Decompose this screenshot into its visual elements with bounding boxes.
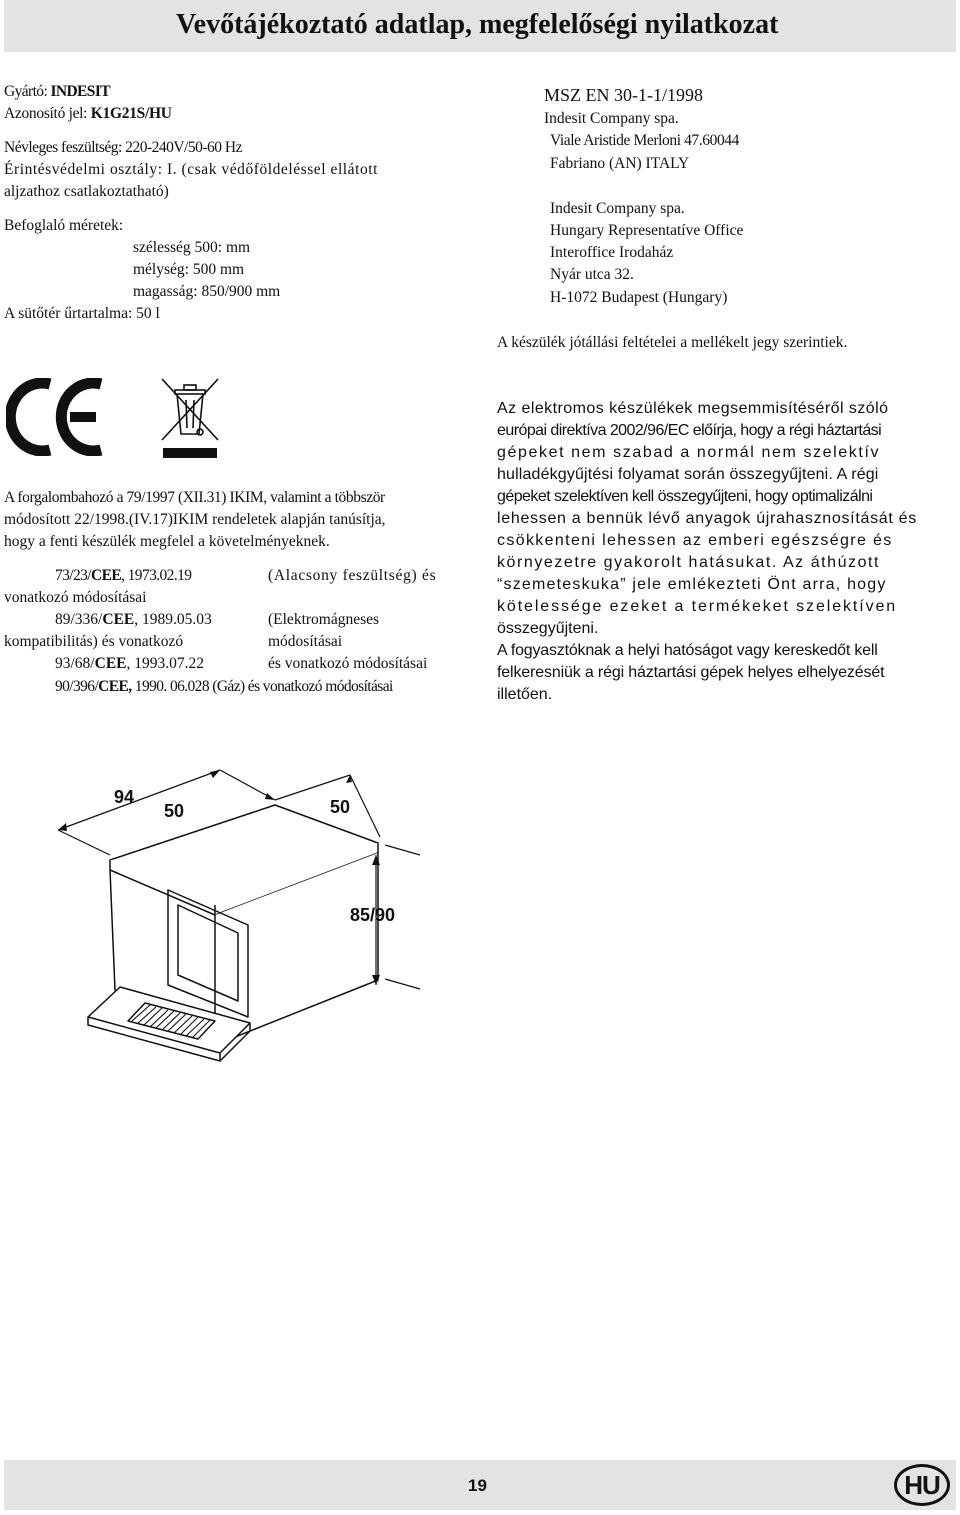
office-city: H-1072 Budapest (Hungary): [550, 289, 728, 306]
manufacturer-line: [4, 81, 110, 103]
weee-line: összegyűjteni.: [497, 620, 599, 637]
directive-1-cont: vonatkozó módosításai: [4, 589, 147, 606]
id-line: [4, 103, 172, 125]
directive-1: 73/23/CEE, 1973.02.19: [55, 567, 192, 584]
conformity-line-3: hogy a fenti készülék megfelel a követelményeknek.: [4, 533, 330, 550]
weee-line: “szemeteskuka” jele emlékezteti Önt arra, hogy: [497, 576, 887, 593]
weee-line: európai direktíva 2002/96/EC előírja, hogy a régi háztartási: [497, 422, 882, 439]
representative-office: Hungary Representatíve Office: [550, 222, 744, 239]
directive-2: 89/336/CEE, 1989.05.03: [55, 611, 212, 628]
protection-line-2: aljzathoz csatlakoztatható): [4, 183, 169, 200]
conformity-line-1: A forgalombahozó a 79/1997 (XII.31) IKIM, valamint a többször: [4, 489, 385, 506]
weee-line: környezetre gyakorolt hatásukat. Az áthúzott: [497, 554, 881, 571]
warranty-note: A készülék jótállási feltételei a mellékelt jegy szerintiek.: [497, 334, 848, 351]
language-badge: HU: [894, 1464, 950, 1506]
dimensions-label: Befoglaló méretek:: [4, 217, 124, 234]
company-city-1: Fabriano (AN) ITALY: [550, 155, 690, 172]
weee-line: hulladékgyűjtési folyamat során összegyűjteni. A régi: [497, 466, 879, 483]
directive-2-cont-b: módosításai: [268, 633, 343, 650]
weee-line: illetően.: [497, 686, 553, 703]
oven-volume: A sütőtér űrtartalma: 50 l: [4, 305, 160, 322]
header-bar: [4, 0, 956, 52]
company-name-2: Indesit Company spa.: [550, 200, 685, 217]
conformity-line-2: módosított 22/1998.(IV.17)IKIM rendeletek alapján tanúsítja,: [4, 511, 386, 528]
weee-line: Az elektromos készülékek megsemmisítéséről szóló: [497, 400, 889, 417]
manufacturer-label: Gyártó:: [4, 83, 51, 100]
page-title: Vevőtájékoztató adatlap, megfelelőségi nyilatkozat: [176, 9, 779, 40]
voltage-line: Névleges feszültség: 220-240V/50-60 Hz: [4, 139, 242, 156]
id-label: Azonosító jel:: [4, 105, 91, 122]
weee-line: felkeresniük a régi háztartási gépek helyes elhelyezését: [497, 664, 885, 681]
dimension-label-50-depth: 50: [164, 801, 185, 821]
weee-line: gépeket nem szabad a normál nem szelektív: [497, 444, 881, 461]
office-street: Nyár utca 32.: [550, 266, 634, 283]
oven-dimension-diagram: [50, 755, 460, 1075]
directive-1-desc: (Alacsony feszültség) és: [268, 567, 437, 584]
office-building: Interoffice Irodaház: [550, 244, 674, 261]
directive-2-cont-a: kompatibilitás) és vonatkozó: [4, 633, 184, 650]
dimension-depth: mélység: 500 mm: [133, 261, 245, 278]
company-name-1: Indesit Company spa.: [544, 110, 679, 127]
weee-line: lehessen a bennük lévő anyagok újrahasznosítását és: [497, 510, 917, 527]
dimension-label-94: 94: [114, 787, 135, 807]
dimension-label-50-width: 50: [330, 797, 351, 817]
dimension-height: magasság: 850/900 mm: [133, 283, 281, 300]
id-value: K1G21S/HU: [90, 105, 172, 122]
ce-mark-icon: [6, 378, 106, 456]
page-number: 19: [468, 1476, 487, 1495]
directive-2-desc: (Elektromágneses: [268, 611, 380, 628]
protection-line-1: Érintésvédelmi osztály: I. (csak védőföldeléssel ellátott: [4, 161, 378, 178]
weee-line: csökkenteni lehessen az emberi egészségre és: [497, 532, 893, 549]
weee-line: kötelessége ezeket a termékeket szelektíven: [497, 598, 898, 615]
directive-3-desc: és vonatkozó módosításai: [268, 655, 428, 672]
company-address-1: Viale Aristide Merloni 47.60044: [550, 132, 740, 149]
weee-paragraph: [497, 398, 917, 706]
crossed-bin-icon: [160, 376, 220, 462]
standard-number: MSZ EN 30-1-1/1998: [544, 85, 703, 105]
directive-4: 90/396/CEE, 1990. 06.028 (Gáz) és vonatkozó módosításai: [55, 678, 393, 695]
manufacturer-value: INDESIT: [50, 83, 110, 100]
weee-line: gépeket szelektíven kell összegyűjteni, hogy optimalizálni: [497, 488, 873, 505]
dimension-label-height: 85/90: [350, 905, 396, 925]
directive-3: 93/68/CEE, 1993.07.22: [55, 655, 204, 672]
dimension-width: szélesség 500: mm: [133, 239, 251, 256]
weee-line: A fogyasztóknak a helyi hatóságot vagy kereskedőt kell: [497, 642, 878, 659]
